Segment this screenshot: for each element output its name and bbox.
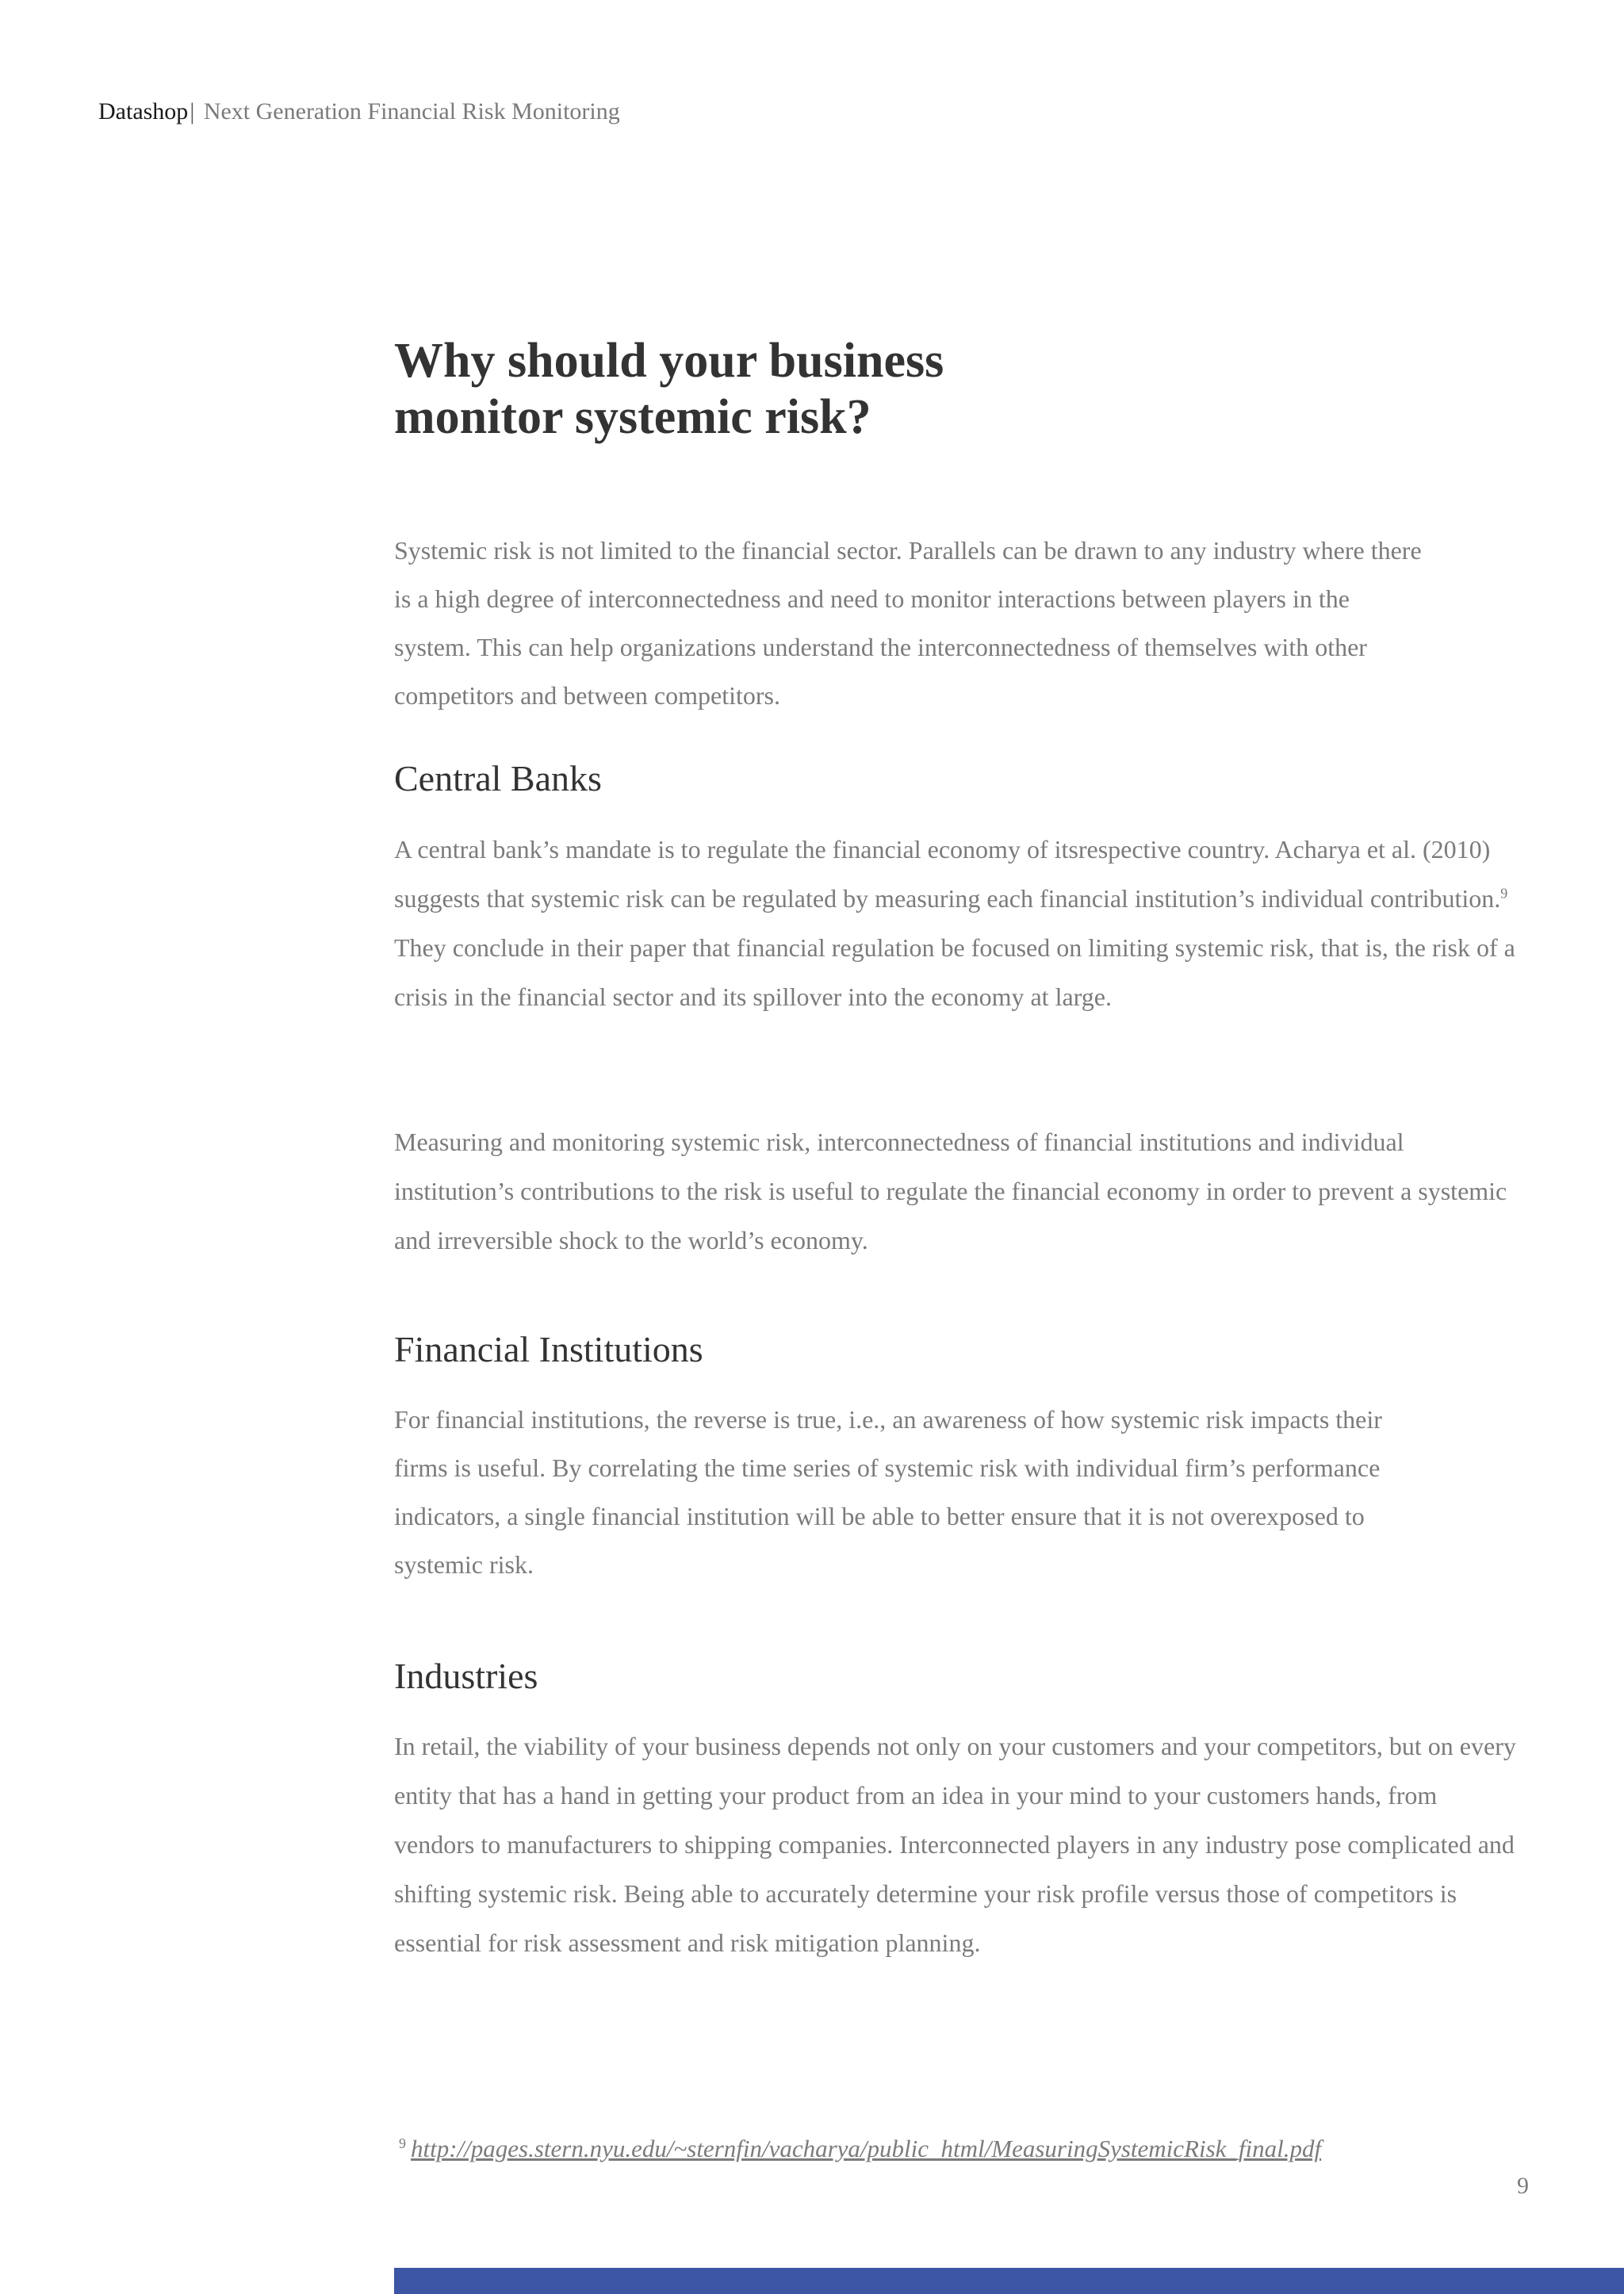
footnote-number: 9 xyxy=(399,2135,406,2151)
central-banks-paragraph-1 xyxy=(394,825,1520,1021)
central-banks-paragraph-1-text: A central bank’s mandate is to regulate the financial economy of itsrespective country. Acharya et al. (2010) suggests that systemic risk can be regulated by measuring each financial institution’s individual contribution. xyxy=(394,835,1501,913)
industries-paragraph: In retail, the viability of your business depends not only on your customers and your competitors, but on every entity that has a hand in getting your product from an idea in your mind to your customers hands, from vendors to manufacturers to shipping companies. Interconnected players in any industry pose complicated and shifting systemic risk. Being able to accurately determine your risk profile versus those of competitors is essential for risk assessment and risk mitigation planning. xyxy=(394,1732,1516,1957)
footnote-link[interactable]: http://pages.stern.nyu.edu/~sternfin/vacharya/public_html/MeasuringSystemicRisk_final.pdf xyxy=(411,2135,1322,2162)
financial-institutions-paragraph: For financial institutions, the reverse is true, i.e., an awareness of how systemic risk impacts their firms is useful. By correlating the time series of systemic risk with individual firm’s performance indicators, a single financial institution will be able to better ensure that it is not overexposed to systemic risk. xyxy=(394,1405,1382,1579)
central-banks-heading: Central Banks xyxy=(394,758,602,798)
footnote-reference[interactable]: 9 xyxy=(1500,885,1508,902)
intro-paragraph: Systemic risk is not limited to the financial sector. Parallels can be drawn to any industry where there is a high degree of interconnectedness and need to monitor interactions between players in the system. This can help organizations understand the interconnectedness of themselves with other competitors and between competitors. xyxy=(394,536,1422,710)
page-title-line-2: monitor systemic risk? xyxy=(394,390,871,444)
header-subtitle: Next Generation Financial Risk Monitoring xyxy=(203,98,620,124)
running-header xyxy=(98,98,620,125)
page-number: 9 xyxy=(1517,2173,1529,2199)
page-title-line-1: Why should your business xyxy=(394,334,944,388)
financial-institutions-heading: Financial Institutions xyxy=(394,1329,703,1369)
central-banks-paragraph-1-continued: They conclude in their paper that financial regulation be focused on limiting systemic risk, that is, the risk of a crisis in the financial sector and its spillover into the economy at large. xyxy=(394,933,1515,1011)
footer-accent-bar xyxy=(394,2268,1624,2294)
footnote xyxy=(399,2135,1321,2163)
header-separator: | xyxy=(190,98,195,124)
central-banks-paragraph-2: Measuring and monitoring systemic risk, interconnectedness of financial institutions and individual institution’s contributions to the risk is useful to regulate the financial economy in order to prevent a systemic and irreversible shock to the world’s economy. xyxy=(394,1128,1507,1254)
brand-name: Datashop xyxy=(98,98,189,124)
page-title xyxy=(394,333,1108,446)
industries-heading: Industries xyxy=(394,1656,538,1696)
